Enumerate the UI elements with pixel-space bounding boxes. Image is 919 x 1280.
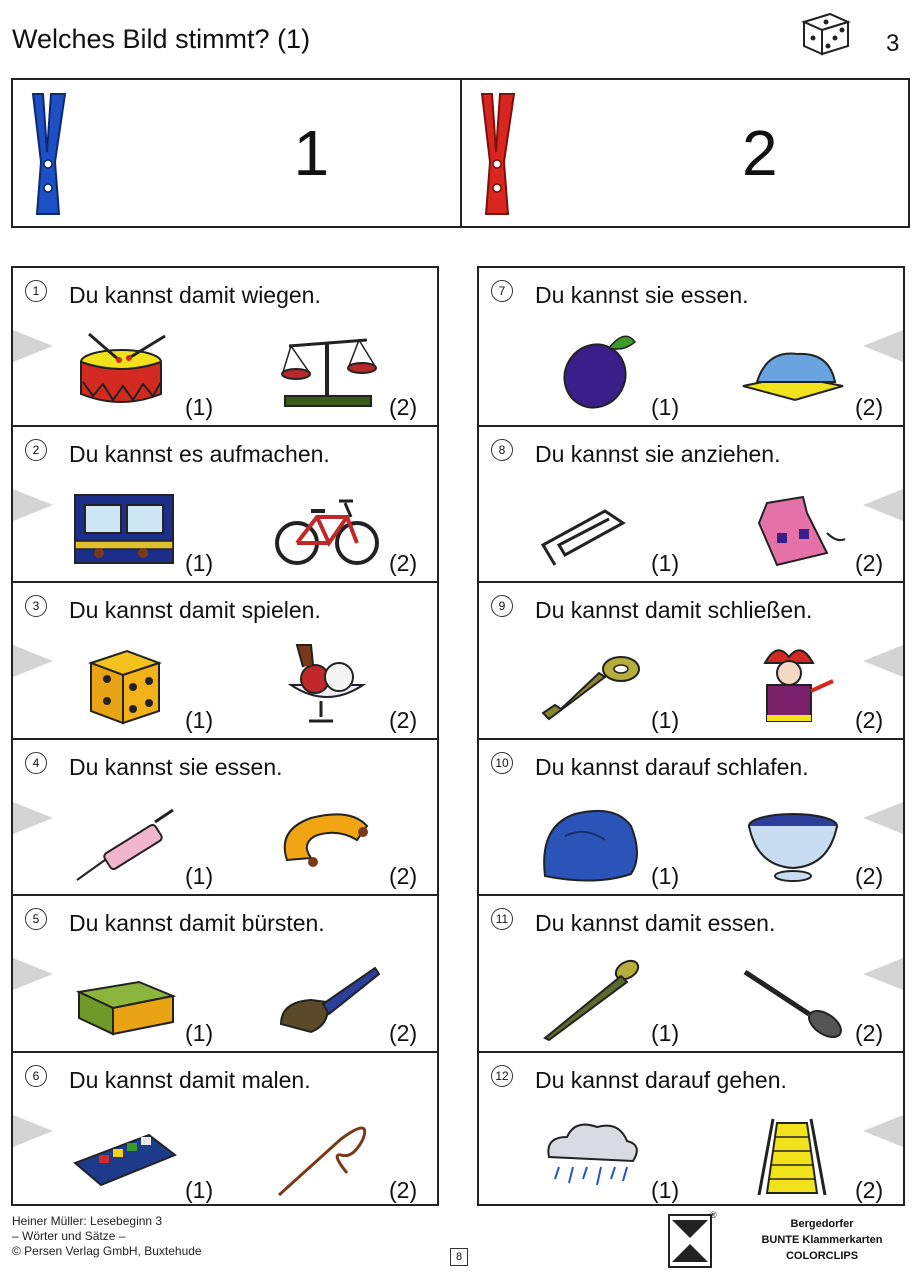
clip-marker — [863, 802, 903, 834]
sausage-icon — [271, 796, 381, 886]
card-sentence: Du kannst damit wiegen. — [69, 282, 321, 308]
option-1-label: (1) — [185, 393, 214, 420]
option-2-label: (2) — [389, 393, 418, 420]
card-column-right — [477, 266, 905, 1206]
legend-cell-2 — [460, 80, 909, 226]
footer-credits — [12, 1214, 202, 1259]
footer-brand — [734, 1216, 910, 1264]
bowl-icon — [737, 796, 847, 886]
option-1-label: (1) — [651, 1176, 680, 1203]
card-number: 2 — [25, 439, 47, 461]
key-icon — [535, 639, 645, 729]
option-1-label: (1) — [185, 706, 214, 733]
card-number: 6 — [25, 1065, 47, 1087]
card-9[interactable] — [479, 581, 903, 738]
clip-marker — [863, 958, 903, 990]
option-1-label: (1) — [651, 393, 680, 420]
option-1-label: (1) — [185, 863, 214, 890]
card-sentence: Du kannst es aufmachen. — [69, 440, 330, 467]
page-number: 3 — [886, 30, 900, 57]
syringe-icon — [69, 796, 179, 886]
card-sentence: Du kannst damit malen. — [69, 1066, 311, 1093]
clip-marker — [863, 489, 903, 521]
brush-icon — [271, 952, 381, 1042]
dice-icon — [69, 639, 179, 729]
clip-marker — [863, 1115, 903, 1147]
option-2-label: (2) — [855, 1176, 884, 1203]
clip-marker — [13, 1115, 53, 1147]
bicycle-icon — [271, 483, 381, 573]
whip-icon — [271, 1109, 381, 1199]
card-number: 8 — [491, 439, 513, 461]
clip-marker — [13, 330, 53, 362]
spoon-icon — [737, 952, 847, 1042]
card-7[interactable] — [479, 268, 903, 425]
logo-text: Persen — [678, 1239, 702, 1246]
option-1-label: (1) — [185, 1176, 214, 1203]
stairs-icon — [737, 1109, 847, 1199]
brand-line-1: Bergedorfer — [790, 1218, 854, 1230]
card-8[interactable] — [479, 425, 903, 582]
brand-line-2: BUNTE Klammerkarten — [761, 1234, 883, 1246]
option-2-label: (2) — [855, 706, 884, 733]
option-2-label: (2) — [389, 1019, 418, 1046]
card-3[interactable] — [13, 581, 437, 738]
card-column-left — [11, 266, 439, 1206]
footer-page-number: 8 — [450, 1248, 468, 1266]
persen-logo-icon — [668, 1214, 712, 1268]
footer-line-1: Heiner Müller: Lesebeginn 3 — [12, 1214, 163, 1228]
option-2-label: (2) — [855, 1019, 884, 1046]
card-sentence: Du kannst darauf schlafen. — [535, 753, 809, 780]
card-4[interactable] — [13, 738, 437, 895]
card-sentence: Du kannst sie essen. — [69, 753, 283, 780]
blue-clothespin-icon — [29, 92, 69, 216]
clip-marker — [13, 489, 53, 521]
option-2-label: (2) — [389, 550, 418, 577]
card-6[interactable] — [13, 1051, 437, 1208]
card-sentence: Du kannst damit bürsten. — [69, 910, 325, 937]
option-1-label: (1) — [651, 863, 680, 890]
card-2[interactable] — [13, 425, 437, 582]
card-sentence: Du kannst sie anziehen. — [535, 440, 781, 467]
card-number: 1 — [25, 280, 47, 302]
apron-icon — [737, 483, 847, 573]
scale-icon — [271, 324, 381, 414]
legend-number-1: 1 — [293, 117, 330, 189]
dice-icon — [798, 8, 852, 58]
card-number: 4 — [25, 752, 47, 774]
card-number: 12 — [491, 1065, 513, 1087]
card-number: 7 — [491, 280, 513, 302]
option-1-label: (1) — [185, 1019, 214, 1046]
legend-box — [11, 78, 910, 228]
footer-line-3: © Persen Verlag GmbH, Buxtehude — [12, 1244, 202, 1258]
red-clothespin-icon — [478, 92, 518, 216]
card-number: 11 — [491, 908, 513, 930]
pillow-icon — [737, 324, 847, 414]
card-12[interactable] — [479, 1051, 903, 1208]
card-sentence: Du kannst darauf gehen. — [535, 1066, 787, 1093]
card-sentence: Du kannst damit schließen. — [535, 597, 813, 624]
footer-line-2: – Wörter und Sätze – — [12, 1229, 126, 1243]
page-title: Welches Bild stimmt? (1) — [12, 24, 311, 54]
clip-marker — [863, 330, 903, 362]
option-1-label: (1) — [185, 550, 214, 577]
rain-cloud-icon — [535, 1109, 645, 1199]
jester-icon — [737, 639, 847, 729]
clip-marker — [863, 645, 903, 677]
drum-icon — [69, 324, 179, 414]
box-icon — [69, 952, 179, 1042]
card-number: 5 — [25, 908, 47, 930]
ice-cream-sundae-icon — [271, 639, 381, 729]
clip-marker — [13, 645, 53, 677]
card-sentence: Du kannst damit spielen. — [69, 597, 321, 624]
card-11[interactable] — [479, 894, 903, 1051]
card-5[interactable] — [13, 894, 437, 1051]
option-1-label: (1) — [651, 1019, 680, 1046]
registered-mark: ® — [710, 1210, 717, 1220]
plum-icon — [535, 324, 645, 414]
brand-line-3: COLORCLIPS — [785, 1250, 859, 1262]
card-number: 9 — [491, 595, 513, 617]
cushion-icon — [535, 796, 645, 886]
option-2-label: (2) — [389, 1176, 418, 1203]
option-1-label: (1) — [651, 706, 680, 733]
card-1[interactable] — [13, 268, 437, 425]
option-2-label: (2) — [855, 863, 884, 890]
clip-marker — [13, 958, 53, 990]
card-number: 3 — [25, 595, 47, 617]
card-number: 10 — [491, 752, 513, 774]
screw-icon — [535, 952, 645, 1042]
paint-box-icon — [69, 1109, 179, 1199]
option-2-label: (2) — [389, 863, 418, 890]
option-1-label: (1) — [651, 550, 680, 577]
card-sentence: Du kannst damit essen. — [535, 910, 776, 937]
paper-clip-icon — [535, 483, 645, 573]
legend-number-2: 2 — [741, 117, 778, 189]
clip-marker — [13, 802, 53, 834]
card-sentence: Du kannst sie essen. — [535, 282, 749, 308]
option-2-label: (2) — [389, 706, 418, 733]
legend-cell-1 — [13, 80, 460, 226]
card-10[interactable] — [479, 738, 903, 895]
option-2-label: (2) — [855, 550, 884, 577]
window-icon — [69, 483, 179, 573]
option-2-label: (2) — [855, 393, 884, 420]
